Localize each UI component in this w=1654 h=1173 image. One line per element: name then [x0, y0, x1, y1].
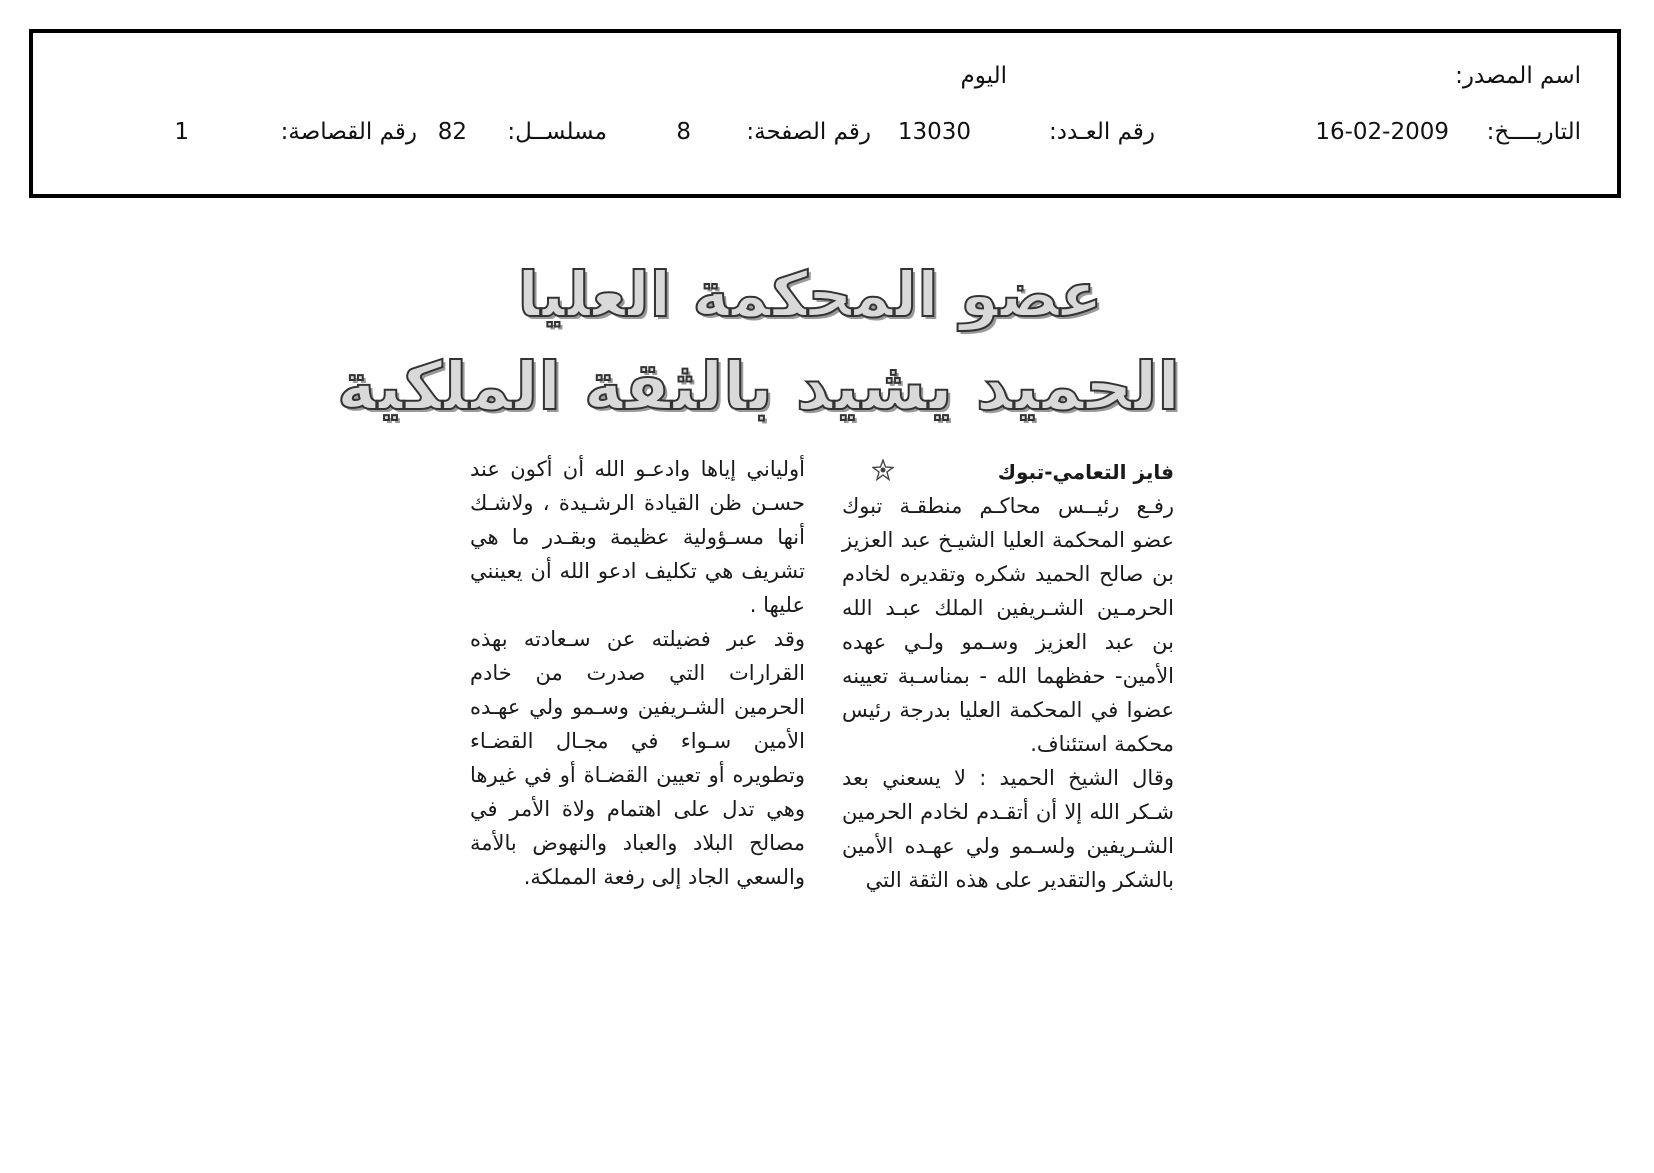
- issue-label: رقم العـدد:: [1048, 119, 1155, 145]
- source-value: اليوم: [960, 63, 1007, 89]
- article-column-right: [842, 455, 1174, 897]
- star-bullet-icon: [872, 459, 894, 481]
- date-label: التاريــــخ:: [1486, 119, 1581, 145]
- page-label: رقم الصفحة:: [746, 119, 871, 145]
- serial-value: 82: [437, 119, 467, 145]
- paragraph: وقد عبر فضيلته عن سـعادته بهذه القرارات التي صدرت من خادم الحرمين الشـريفين وسـمو ولي عهـده الأمين سـواء في مجـال القضـاء وتطويره أو تعيين القضـاة أو في غيرها وهي تدل على اهتمام ولاة الأمر في مصالح البلاد والعباد والنهوض بالأمة والسعي الجاد إلى رفعة المملكة.: [470, 627, 805, 889]
- clipping-header: [29, 29, 1621, 198]
- serial-label: مسلســل:: [507, 119, 607, 145]
- byline: [842, 455, 1174, 489]
- source-label: اسم المصدر:: [1455, 63, 1581, 89]
- clipping-label: رقم القصاصة:: [280, 119, 417, 145]
- article-column-left: [470, 452, 805, 894]
- headline-line-1: عضو المحكمة العليا: [517, 258, 1103, 331]
- date-value: 16-02-2009: [1315, 119, 1449, 145]
- issue-value: 13030: [897, 119, 971, 145]
- headline-line-2: الحميد يشيد بالثقة الملكية: [337, 348, 1180, 425]
- paragraph: رفـع رئيــس محاكـم منطقـة تبوك عضو المحكمة العليا الشيـخ عبد العزيز بن صالح الحميد شكره وتقديره لخادم الحرمـين الشـريفين الملك عبـد الله بن عبد العزيز وسـمو ولـي عهده الأمين- حفظهما الله - بمناسـبة تعيينه عضوا في المحكمة العليا بدرجة رئيس محكمة استئناف.: [842, 494, 1174, 756]
- clipping-value: 1: [174, 119, 189, 145]
- page-value: 8: [676, 119, 691, 145]
- byline-text: فايز التعامي-تبوك: [997, 460, 1174, 484]
- paragraph: وقال الشيخ الحميد : لا يسعني بعد شـكر الله إلا أن أتقـدم لخادم الحرمين الشـريفين ولسـمو ولي عهـده الأمين بالشكر والتقدير على هذه الثقة التي: [842, 766, 1174, 892]
- paragraph: أولياني إياها وادعـو الله أن أكون عند حسـن ظن القيادة الرشـيدة ، ولاشـك أنها مسـؤولية عظيمة وبقـدر ما هي تشريف هي تكليف ادعو الله أن يعينني عليها .: [470, 457, 805, 617]
